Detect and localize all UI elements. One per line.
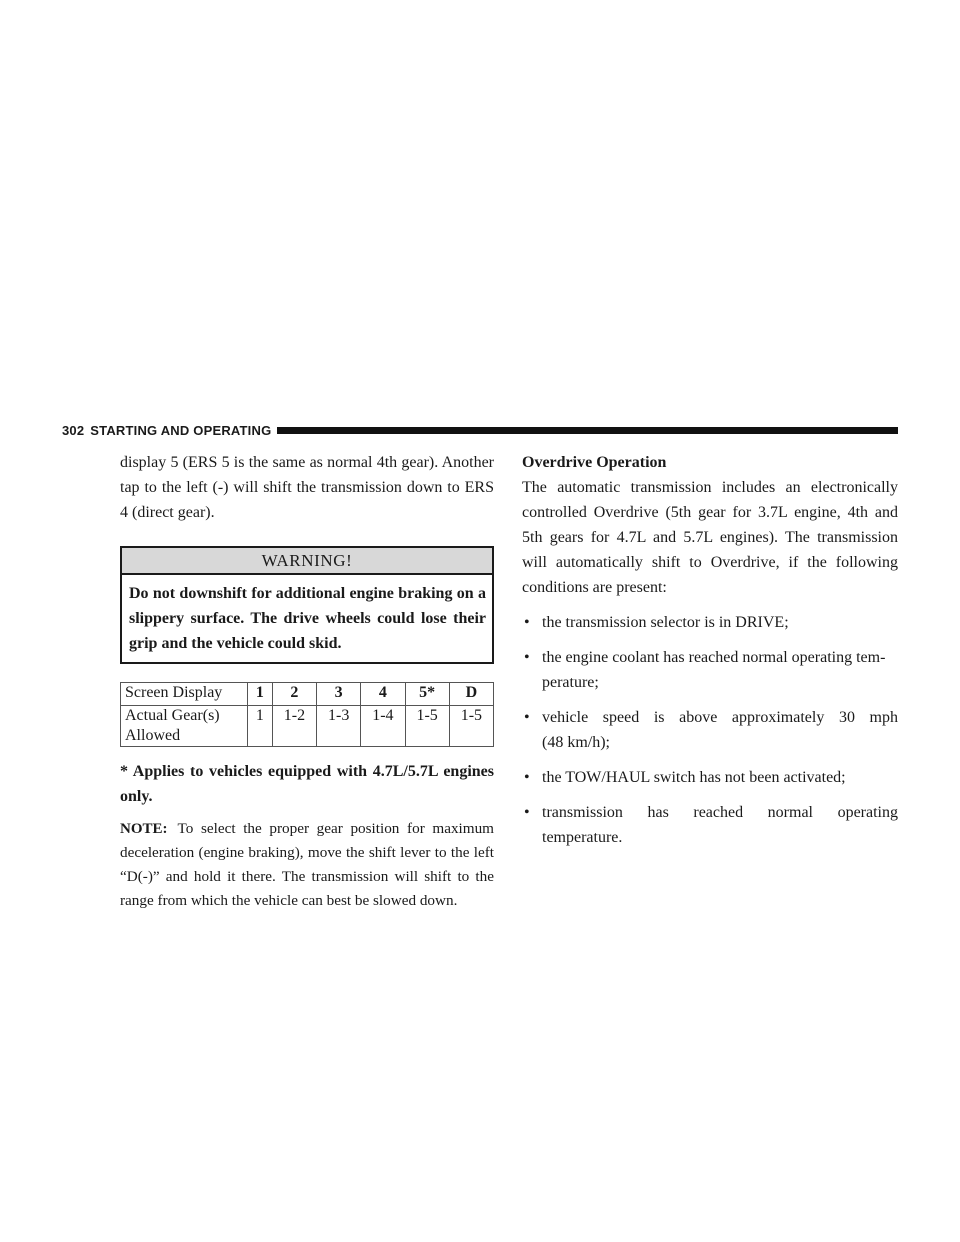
table-cell: 1-4 xyxy=(361,706,405,747)
table-cell: 5* xyxy=(405,683,449,706)
row-label-line: Allowed xyxy=(125,727,181,744)
note-paragraph xyxy=(120,817,494,913)
list-item xyxy=(522,765,898,790)
overdrive-heading: Overdrive Operation xyxy=(522,454,667,471)
left-column xyxy=(120,450,494,913)
running-header xyxy=(62,421,898,439)
bullet-icon: • xyxy=(524,649,530,666)
intro-paragraph: display 5 (ERS 5 is the same as normal 4th gear). Another tap to the left (-) will shift the transmission down to ERS 4 (direct gear). xyxy=(120,454,494,521)
note-text: To select the proper gear position for maximum deceleration (engine braking), move the shift lever to the left “D(-)” and hold it there. The transmission will shift to the range from which the vehicle can best be slowed down. xyxy=(120,820,494,909)
list-item xyxy=(522,705,898,755)
header-rule xyxy=(277,427,898,434)
section-title: STARTING AND OPERATING xyxy=(90,422,272,438)
bullet-icon: • xyxy=(524,709,530,726)
bullet-icon: • xyxy=(524,804,530,821)
gear-table xyxy=(120,682,494,747)
footnote: * Applies to vehicles equipped with 4.7L/5.7L engines only. xyxy=(120,763,494,805)
table-cell: 4 xyxy=(361,683,405,706)
row-label-line: Actual Gear(s) xyxy=(125,707,220,724)
note-label: NOTE: xyxy=(120,821,168,837)
list-item-text: the transmission selector is in DRIVE; xyxy=(542,614,789,631)
right-column xyxy=(522,450,898,850)
table-cell: 1-5 xyxy=(405,706,449,747)
list-item xyxy=(522,645,898,695)
table-cell: D xyxy=(449,683,493,706)
list-item-text: transmission has reached normal operating xyxy=(542,804,898,821)
row-label-actual-gears xyxy=(121,706,248,747)
list-item-continuation: perature; xyxy=(542,674,599,691)
table-cell: 1-2 xyxy=(272,706,316,747)
warning-box xyxy=(120,546,494,664)
row-label-screen-display: Screen Display xyxy=(121,683,248,706)
list-item-text: the engine coolant has reached normal operating tem- xyxy=(542,649,886,666)
bullet-icon: • xyxy=(524,614,530,631)
warning-text: Do not downshift for additional engine braking on a slippery surface. The drive wheels could lose their grip and the vehicle could skid. xyxy=(129,585,486,652)
table-cell: 1 xyxy=(248,683,273,706)
list-item-continuation: temperature. xyxy=(542,829,623,846)
list-item xyxy=(522,610,898,635)
overdrive-intro: The automatic transmission includes an electronically controlled Overdrive (5th gear for 3.7L engine, 4th and 5th gears for 4.7L and 5.7L engines). The transmission will automatically shift to Overdrive, if the following conditions are present: xyxy=(522,479,898,596)
table-row xyxy=(121,683,494,706)
table-cell: 1-5 xyxy=(449,706,493,747)
condition-list xyxy=(522,610,898,850)
warning-title: WARNING! xyxy=(122,548,492,575)
table-cell: 3 xyxy=(317,683,361,706)
page-number: 302 xyxy=(62,422,85,438)
list-item-text: the TOW/HAUL switch has not been activated; xyxy=(542,769,846,786)
bullet-icon: • xyxy=(524,769,530,786)
table-row xyxy=(121,706,494,747)
table-cell: 1 xyxy=(248,706,273,747)
table-cell: 1-3 xyxy=(317,706,361,747)
list-item xyxy=(522,800,898,850)
list-item-continuation: (48 km/h); xyxy=(542,734,610,751)
table-cell: 2 xyxy=(272,683,316,706)
list-item-text: vehicle speed is above approximately 30 mph xyxy=(542,709,898,726)
